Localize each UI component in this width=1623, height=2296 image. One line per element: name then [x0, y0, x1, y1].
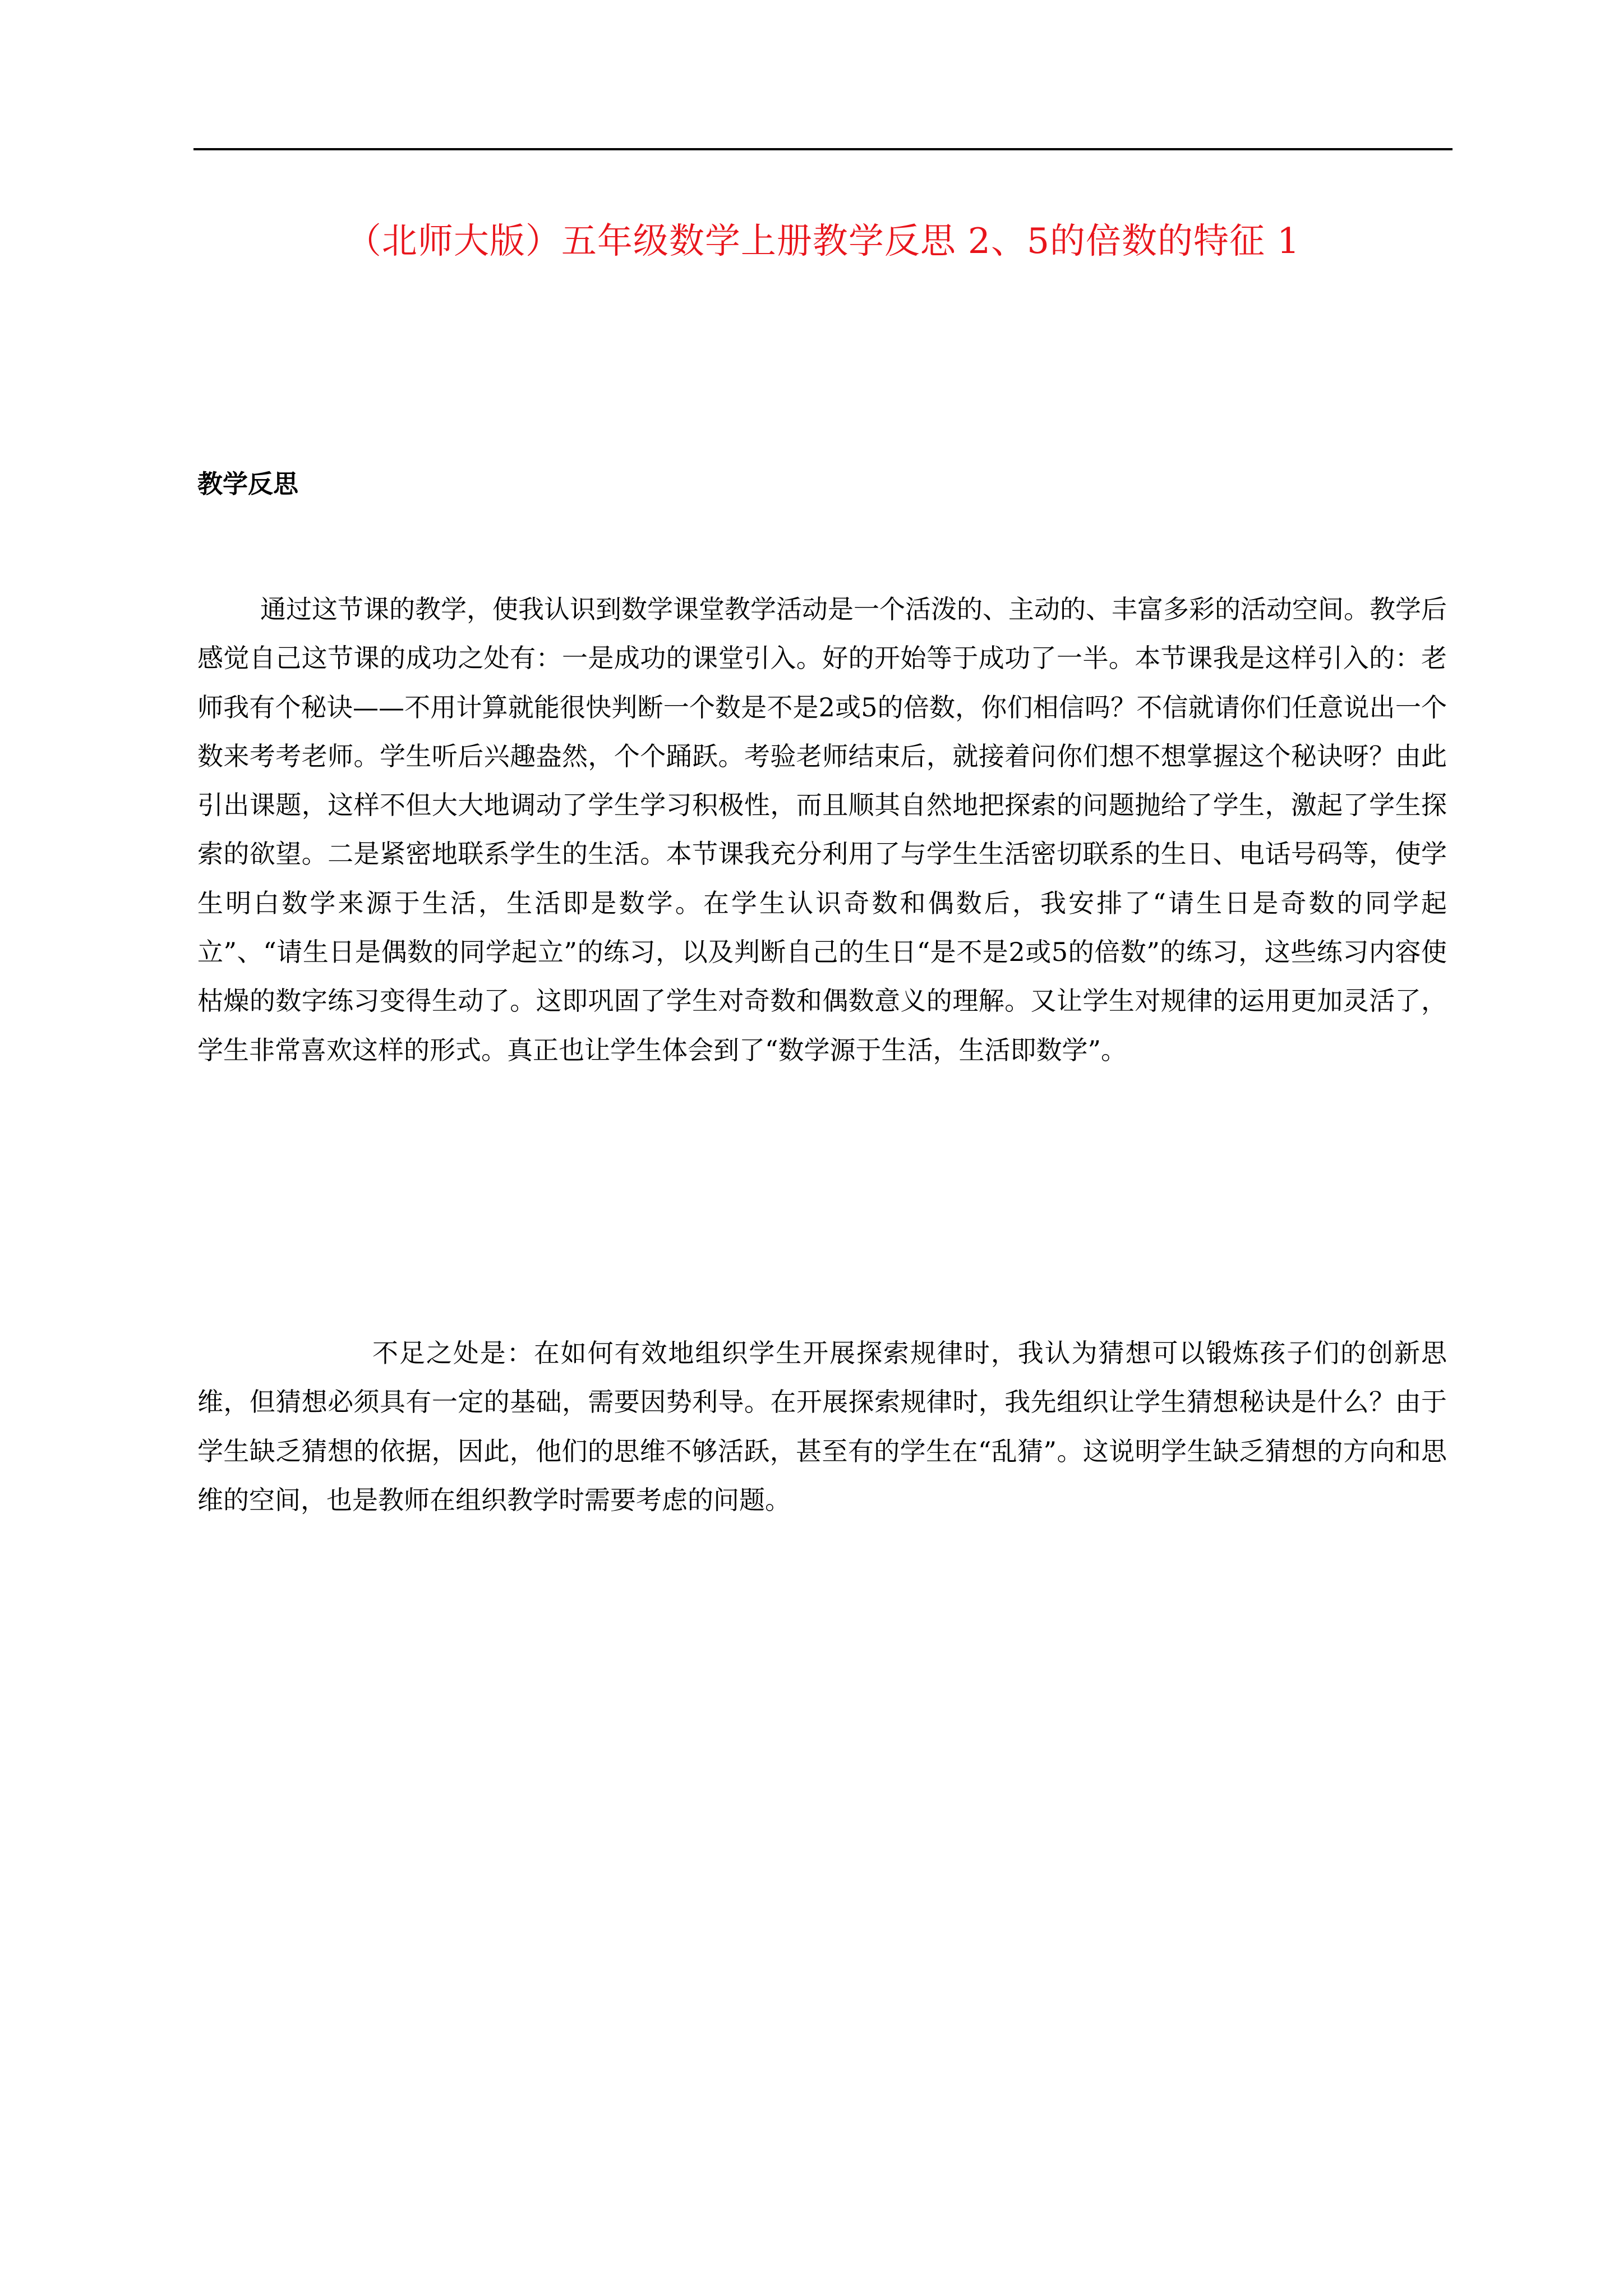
header-rule — [193, 148, 1453, 150]
document-title: （北师大版）五年级数学上册教学反思 2、5的倍数的特征 1 — [345, 220, 1301, 261]
body-paragraph-2: 不足之处是：在如何有效地组织学生开展探索规律时，我认为猜想可以锻炼孩子们的创新思维，但猜想必须具有一定的基础，需要因势利导。在开展探索规律时，我先组织让学生猜想秘诀是什么？由于学生缺乏猜想的依据，因此，他们的思维不够活跃，甚至有的学生在“乱猜”。这说明学生缺乏猜想的方向和思维的空间，也是教师在组织教学时需要考虑的问题。 — [197, 1338, 1447, 1515]
section-heading: 教学反思 — [197, 469, 299, 499]
body-paragraph-1: 通过这节课的教学，使我认识到数学课堂教学活动是一个活泼的、主动的、丰富多彩的活动空间。教学后感觉自己这节课的成功之处有：一是成功的课堂引入。好的开始等于成功了一半。本节课我是这样引入的：老师我有个秘诀——不用计算就能很快判断一个数是不是2或5的倍数，你们相信吗？不信就请你们任意说出一个数来考考老师。学生听后兴趣盎然，个个踊跃。考验老师结束后，就接着问你们想不想掌握这个秘诀呀？由此引出课题，这样不但大大地调动了学生学习积极性，而且顺其自然地把探索的问题抛给了学生，激起了学生探索的欲望。二是紧密地联系学生的生活。本节课我充分利用了与学生生活密切联系的生日、电话号码等，使学生明白数学来源于生活，生活即是数学。在学生认识奇数和偶数后，我安排了“请生日是奇数的同学起立”、“请生日是偶数的同学起立”的练习，以及判断自己的生日“是不是2或5的倍数”的练习，这些练习内容使枯燥的数字练习变得生动了。这即巩固了学生对奇数和偶数意义的理解。又让学生对规律的运用更加灵活了，学生非常喜欢这样的形式。真正也让学生体会到了“数学源于生活，生活即数学”。 — [197, 594, 1447, 1065]
